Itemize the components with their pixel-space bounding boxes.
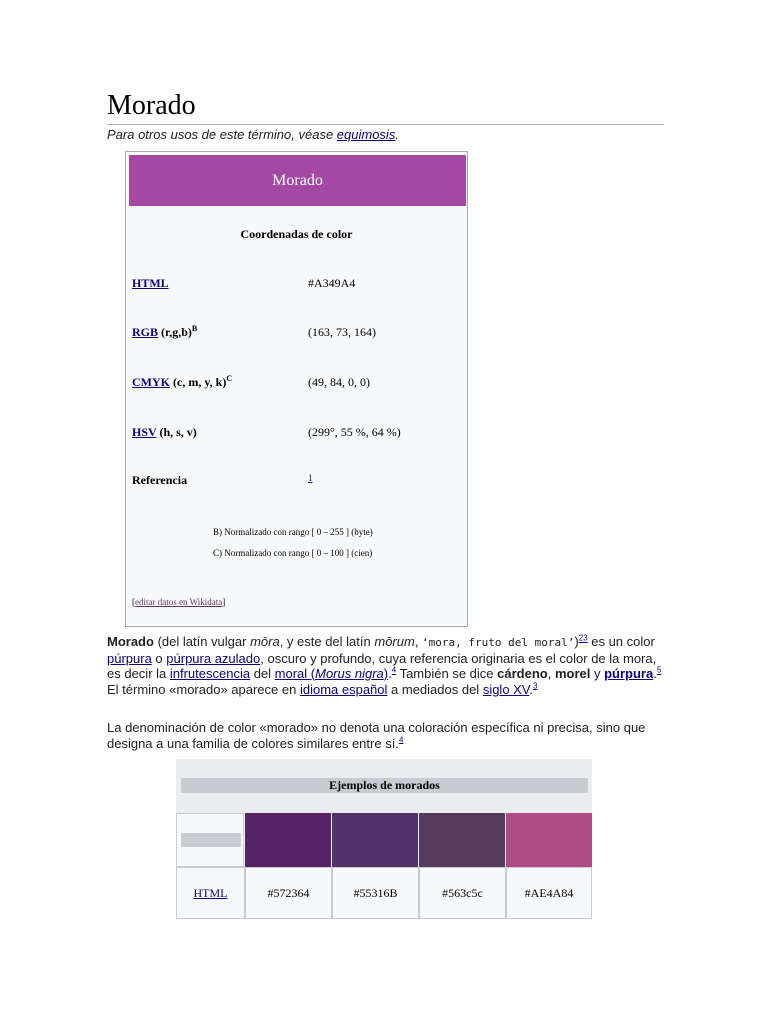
term-morum: mōrum (374, 634, 415, 649)
reference-label: Referencia (132, 473, 188, 487)
note-b: B) Normalizado con rango [ 0 – 255 ] (byte) (213, 527, 373, 537)
hatnote (107, 127, 399, 142)
hatnote-prefix: Para otros usos de este término, véase (107, 127, 337, 142)
purpura-link[interactable]: púrpura (107, 650, 152, 666)
moral-link[interactable]: moral (Morus nigra) (274, 666, 389, 681)
swatch-4 (506, 813, 592, 867)
ref-4a[interactable]: 4 (391, 665, 397, 675)
swatch-2 (332, 813, 418, 867)
edit-wikidata (132, 597, 225, 607)
siglo-xv-link[interactable]: siglo XV (482, 681, 530, 697)
examples-title: Ejemplos de morados (181, 778, 588, 793)
hatnote-suffix: . (395, 127, 399, 142)
infobox-subheader: Coordenadas de color (240, 227, 353, 241)
color-infobox (125, 151, 468, 627)
hsv-link[interactable]: HSV (132, 425, 157, 439)
term-morel: morel (554, 666, 591, 681)
hex-4: #AE4A84 (506, 867, 592, 919)
term-mora: mōra (250, 634, 280, 649)
rgb-value: (163, 73, 164) (308, 325, 376, 339)
edit-wikidata-link[interactable]: editar datos en Wikidata (135, 597, 223, 607)
gloss: ‘mora, fruto del moral’ (422, 636, 575, 649)
ref-3[interactable]: 3 (532, 681, 538, 691)
page-title: Morado (107, 90, 664, 125)
hex-2: #55316B (332, 867, 419, 919)
infobox-header: Morado (129, 155, 466, 206)
cmyk-note-marker: C (226, 374, 233, 383)
examples-table (176, 759, 592, 919)
swatch-1 (245, 813, 331, 867)
equimosis-link[interactable]: equimosis (336, 127, 396, 142)
hsv-value: (299°, 55 %, 64 %) (308, 425, 401, 439)
examples-row-label (176, 867, 245, 919)
reference-link[interactable]: 1 (308, 473, 313, 483)
purpura-bold-link[interactable]: púrpura (604, 666, 654, 681)
rgb-label: (r,g,b) (158, 325, 192, 339)
ref-5[interactable]: 5 (656, 665, 662, 675)
edit-close-bracket: ] (222, 597, 226, 607)
rgb-note-marker: B (191, 324, 198, 333)
html-value: #A349A4 (308, 276, 356, 290)
hex-1: #572364 (245, 867, 332, 919)
html-link[interactable]: HTML (132, 276, 169, 290)
hex-3: #563c5c (419, 867, 506, 919)
term-morado: Morado (107, 634, 154, 649)
infrutescencia-link[interactable]: infrutescencia (169, 666, 251, 681)
cmyk-link[interactable]: CMYK (132, 375, 170, 389)
ref-23[interactable]: 23 (578, 633, 588, 643)
rgb-link[interactable]: RGB (132, 325, 159, 339)
cmyk-label: (c, m, y, k) (170, 375, 227, 389)
edit-open-bracket: [ (132, 597, 135, 607)
examples-corner-cell (176, 813, 244, 867)
note-c: C) Normalizado con rango [ 0 – 100 ] (cien) (213, 548, 373, 558)
examples-html-link[interactable]: HTML (193, 885, 228, 900)
cmyk-value: (49, 84, 0, 0) (308, 375, 370, 389)
paragraph-intro: Morado (del latín vulgar mōra, y este del latín mōrum, ‘mora, fruto del moral’)$^{23}$ es un color púrpura o púrpura azulado, oscuro y profundo, cuya referencia originaria es el color de la mora, es decir la infrutescencia del moral (Morus nigra).$^4$ También se dice cárdeno, morel y púrpura.$^5$ El término «morado» aparece en idioma español a mediados del siglo XV.$^3$ (107, 633, 662, 697)
term-cardeno: cárdeno (497, 666, 548, 681)
idioma-espanol-link[interactable]: idioma español (299, 681, 388, 697)
paragraph-family: La denominación de color «morado» no denota una coloración específica ni precisa, sino que designa a una familia de colores similares entre sí.$^4$ (107, 720, 646, 751)
swatch-3 (419, 813, 505, 867)
hsv-label: (h, s, v) (156, 425, 197, 439)
purpura-azulado-link[interactable]: púrpura azulado (166, 650, 261, 666)
ref-4b[interactable]: 4 (398, 735, 404, 745)
